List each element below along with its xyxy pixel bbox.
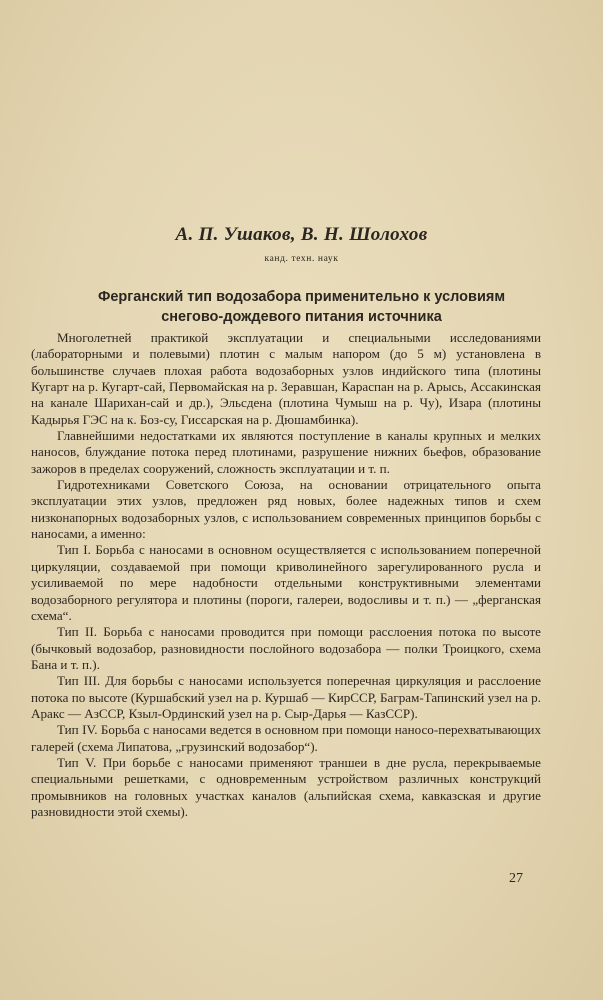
article-title xyxy=(40,287,563,327)
paragraph-type-1: Тип I. Борьба с наносами в основном осуществляется с использованием поперечной циркуляции, создаваемой при помощи криволинейного зарегулированного русла и усиливаемой по мере надобности отдельными конструктивными элементами водозаборного регулятора и плотины (пороги, галереи, водосливы и т. п.) — „ферганская схема“. xyxy=(31,542,541,623)
paragraph-intro: Многолетней практикой эксплуатации и специальными исследованиями (лабораторными и полевыми) плотин с малым напором (до 5 м) установлена в большинстве случаев плохая работа водозаборных узлов индийского типа (плотины Кугарт на р. Кугарт-сай, Первомайская на р. Зеравшан, Караспан на р. Арысь, Ассакинская на канале Шарихан-сай и др.), Эльсдена (плотина Чумыш на р. Чу), Изара (плотины Кадырья ГЭС на к. Боз-су, Гиссарская на р. Дюшамбинка). xyxy=(31,330,541,427)
paragraph-type-4: Тип IV. Борьба с наносами ведется в основном при помощи наносо-перехватывающих галерей (схема Липатова, „грузинский водозабор“). xyxy=(31,722,541,754)
title-line-1: Ферганский тип водозабора применительно к условиям xyxy=(97,289,506,305)
paragraph-type-2: Тип II. Борьба с наносами проводится при помощи расслоения потока по высоте (бычковый водозабор, разновидности послойного водозабора — полки Троицкого, схема Бана и т. п.). xyxy=(31,624,541,672)
title-line-2: снегово-дождевого питания источника xyxy=(161,309,442,325)
page-number: 27 xyxy=(509,871,523,886)
article-authors: А. П. Ушаков, В. Н. Шолохов xyxy=(175,224,428,245)
paragraph-type-5: Тип V. При борьбе с наносами применяют траншеи в дне русла, перекрываемые специальными решетками, с одновременным устройством различных конструкций промывников на головных участках каналов (альпийская схема, кавказская и другие разновидности этой схемы). xyxy=(31,754,541,819)
paragraph-type-3: Тип III. Для борьбы с наносами используется поперечная циркуляция и расслоение потока по высоте (Куршабский узел на р. Куршаб — КирССР, Баграм-Тапинский узел на р. Аракс — АзССР, Кзыл-Ординский узел на р. Сыр-Дарья — КазССР). xyxy=(31,673,541,721)
paragraph-proposals: Гидротехниками Советского Союза, на основании отрицательного опыта эксплуатации этих узлов, предложен ряд новых, более надежных типов и схем низконапорных водозаборных узлов, с использованием современных принципов борьбы с наносами, а именно: xyxy=(31,477,541,542)
author-degree: канд. техн. наук xyxy=(264,254,339,264)
article-body xyxy=(31,330,541,820)
paragraph-drawbacks: Главнейшими недостатками их являются поступление в каналы крупных и мелких наносов, блуждание потока перед плотинами, разрушение нижних бьефов, образование зажоров в пределах сооружений, сложность эксплуатации и т. п. xyxy=(31,428,541,476)
